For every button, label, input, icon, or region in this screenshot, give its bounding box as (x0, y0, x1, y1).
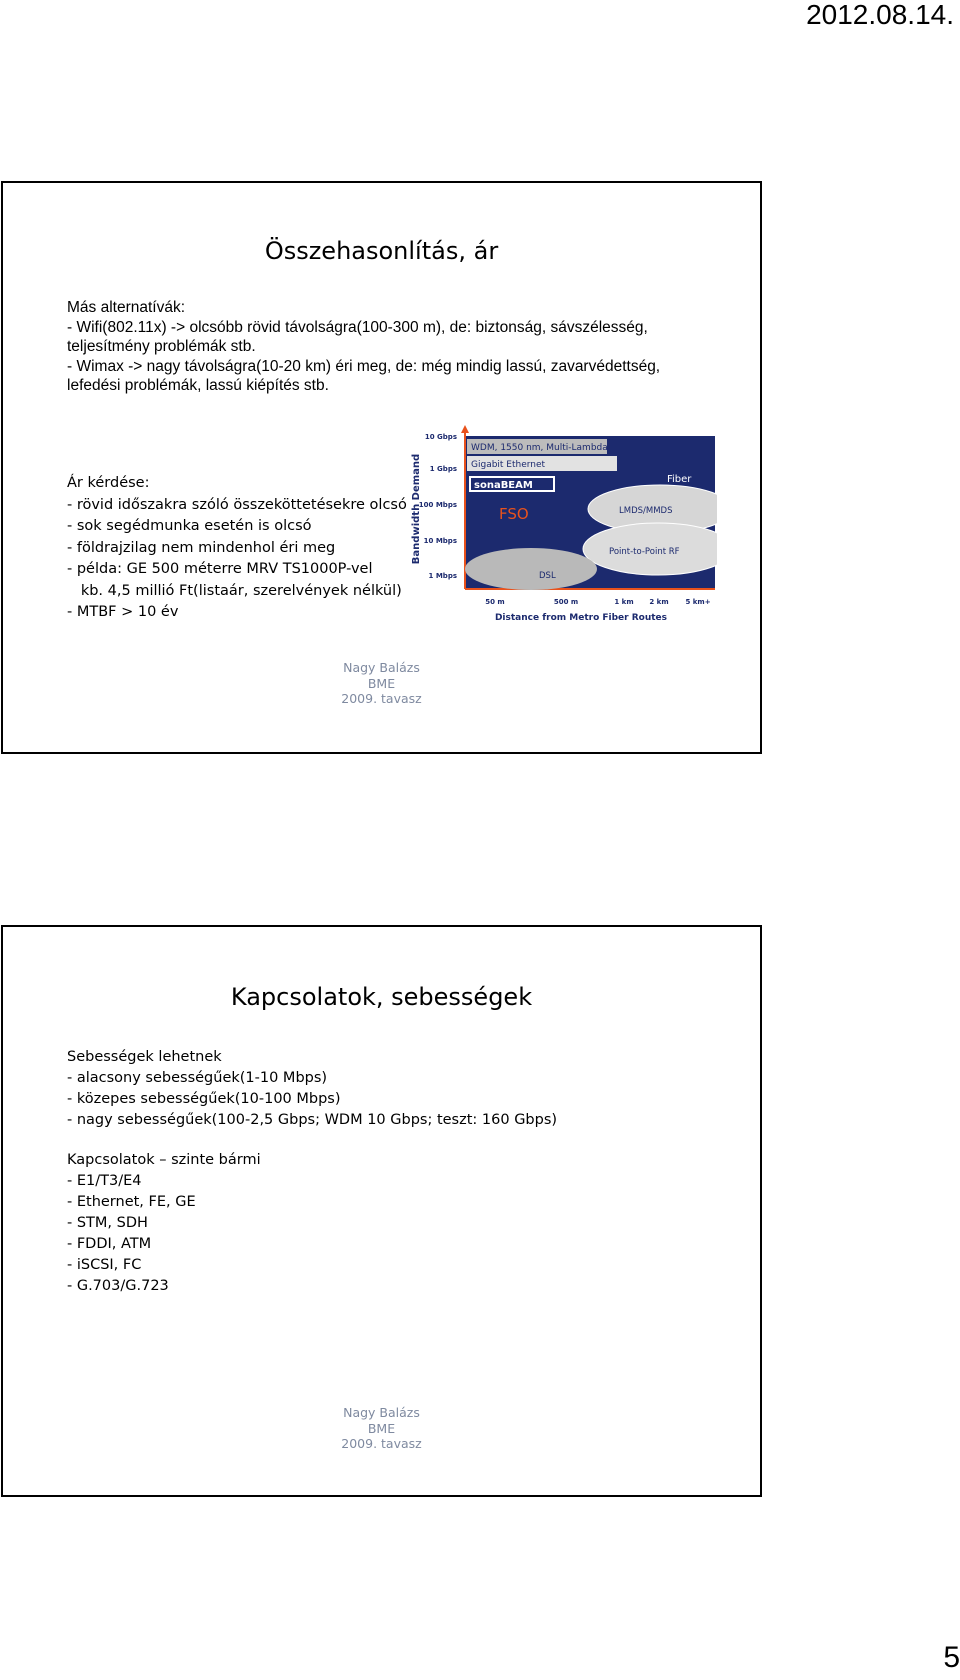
y-tick-label: 1 Gbps (429, 465, 457, 473)
text-line: Kapcsolatok – szinte bármi (67, 1152, 261, 1168)
text-line: - rövid időszakra szóló összeköttetésekre olcsó (67, 496, 407, 513)
x-tick-label: 2 km (649, 598, 669, 606)
text-line: - MTBF > 10 év (67, 604, 179, 620)
fso-label: FSO (499, 505, 529, 523)
text-line: - FDDI, ATM (67, 1236, 152, 1252)
gige-label: Gigabit Ethernet (471, 460, 546, 470)
text-line: - STM, SDH (67, 1215, 148, 1231)
x-axis-title: Distance from Metro Fiber Routes (494, 613, 668, 623)
text-line: - Ethernet, FE, GE (67, 1194, 196, 1210)
slide-footer (3, 660, 760, 707)
x-tick-label: 1 km (614, 598, 634, 606)
text-line: - közepes sebességűek(10-100 Mbps) (67, 1091, 341, 1107)
text-line: Ár kérdése: (67, 475, 150, 491)
wdm-label: WDM, 1550 nm, Multi-Lambda (471, 443, 608, 453)
dsl-label: DSL (539, 571, 556, 581)
footer-author: Nagy Balázs (343, 1405, 420, 1420)
x-tick-label: 500 m (553, 598, 579, 606)
text-line: Más alternatívák: (67, 299, 186, 316)
text-line: - G.703/G.723 (67, 1278, 169, 1294)
text-line: - földrajzilag nem mindenhol éri meg (67, 539, 336, 556)
page-date: 2012.08.14. (806, 0, 954, 30)
slide-comparison (1, 181, 762, 754)
y-tick-label: 1 Mbps (428, 572, 457, 580)
text-line: - példa: GE 500 méterre MRV TS1000P-vel (67, 561, 373, 577)
y-axis-title: Bandwidth Demand (411, 453, 422, 565)
footer-author: Nagy Balázs (343, 660, 420, 675)
slide-connections-speeds (1, 925, 762, 1497)
speeds-text (67, 1047, 557, 1297)
text-line: - alacsony sebességűek(1-10 Mbps) (67, 1070, 328, 1086)
p2p-rf-label: Point-to-Point RF (609, 547, 680, 557)
slide-title: Összehasonlítás, ár (264, 237, 499, 265)
bandwidth-distance-chart (407, 421, 717, 641)
y-axis-arrow (461, 425, 469, 433)
y-tick-label: 10 Mbps (423, 537, 457, 545)
text-line: - Wifi(802.11x) -> olcsóbb rövid távolságra(100-300 m), de: biztonság, sávszélesség, teljesítmény problémák stb. (67, 318, 648, 355)
text-line: - iSCSI, FC (67, 1257, 142, 1273)
text-line: - nagy sebességűek(100-2,5 Gbps; WDM 10 Gbps; teszt: 160 Gbps) (67, 1112, 558, 1128)
text-line: kb. 4,5 millió Ft(listaár, szerelvények nélkül) (67, 582, 402, 599)
lmds-label: LMDS/MMDS (619, 506, 673, 516)
x-tick-label: 5 km+ (685, 598, 711, 606)
alternatives-text (67, 298, 707, 396)
text-line: - sok segédmunka esetén is olcsó (67, 518, 312, 534)
slide-title: Kapcsolatok, sebességek (230, 983, 533, 1011)
text-line: Sebességek lehetnek (67, 1049, 222, 1065)
blank-line (67, 1131, 557, 1150)
price-text (67, 473, 407, 624)
dsl-region (465, 548, 597, 590)
footer-institution: BME (367, 675, 396, 691)
y-tick-label: 10 Gbps (424, 433, 457, 441)
text-line: - Wimax -> nagy távolságra(10-20 km) éri meg, de: még mindig lassú, zavarvédettség, lefedési problémák, lassú kiépítés stb. (67, 357, 661, 394)
y-tick-label: 100 Mbps (418, 501, 457, 509)
x-tick-label: 50 m (485, 598, 505, 606)
fiber-label: Fiber (667, 474, 692, 485)
footer-term: 2009. tavasz (341, 691, 422, 706)
slide-footer (3, 1405, 760, 1452)
footer-institution: BME (367, 1420, 396, 1436)
page-number: 5 (943, 1641, 960, 1674)
footer-term: 2009. tavasz (341, 1436, 422, 1451)
text-line: - E1/T3/E4 (67, 1173, 142, 1189)
sonabeam-label: sonaBEAM (474, 480, 533, 491)
